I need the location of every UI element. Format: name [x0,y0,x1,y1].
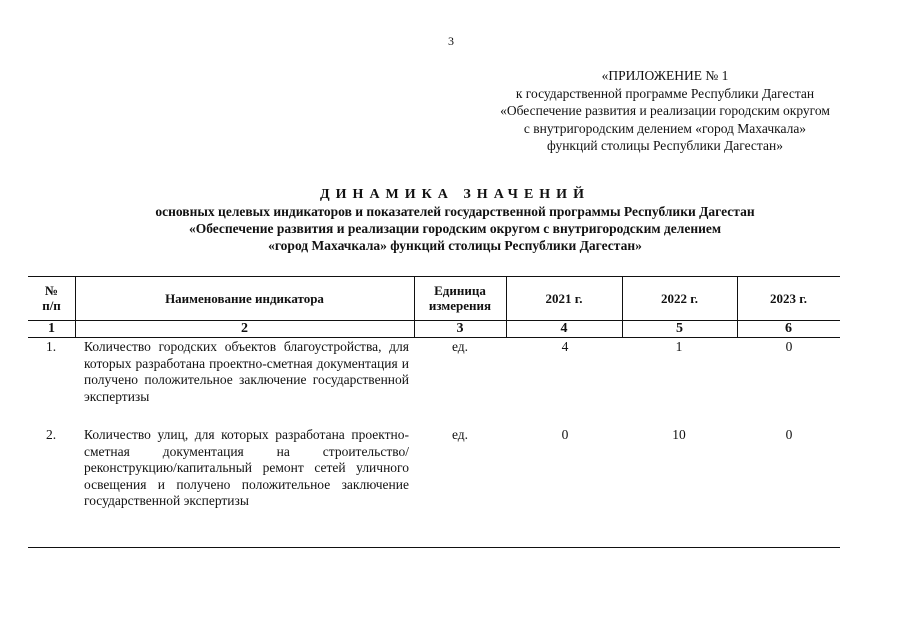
title-line: «город Махачкала» функций столицы Республики Дагестан» [268,238,642,253]
column-number: 2 [241,321,248,336]
header-indicator-name: Наименование индикатора [165,290,324,306]
title-line: основных целевых индикаторов и показателей государственной программы Республики Дагестан [155,204,755,219]
appendix-line: к государственной программе Республики Дагестан [515,85,815,101]
appendix-line: функций столицы Республики Дагестан» [547,138,783,153]
appendix-line: «ПРИЛОЖЕНИЕ № 1 [601,68,729,83]
value-2023: 0 [785,339,793,354]
header-year-2022: 2022 г. [661,290,698,306]
column-number: 1 [48,321,55,336]
unit-value: ед. [451,427,469,442]
document-title [90,186,820,254]
header-unit [414,276,506,320]
column-number: 3 [456,321,464,336]
indicator-name: Количество городских объектов благоустройства, для которых разработана проектно-сметная документация и получено положительное заключение государственной экспертизы [84,339,409,404]
appendix-block [465,67,865,155]
value-2022: 1 [675,339,683,354]
appendix-line: «Обеспечение развития и реализации городским округом [500,103,830,118]
value-2022: 10 [672,427,686,442]
title-main: ДИНАМИКА ЗНАЧЕНИЙ [320,187,590,202]
column-number: 6 [785,321,792,336]
header-number [28,276,75,320]
column-number: 4 [560,321,568,336]
title-line: «Обеспечение развития и реализации городским округом с внутригородским делением [188,221,722,236]
header-number-symbol: № [44,283,59,298]
appendix-line: с внутригородским делением «город Махачкала» [523,120,807,136]
header-year-2023: 2023 г. [770,290,807,306]
column-number: 5 [676,321,683,336]
header-unit-line: Единица [434,283,486,298]
header-unit-line: измерения [428,298,492,313]
page-number: 3 [448,34,454,48]
row-number: 1. [46,339,57,354]
value-2021: 0 [561,427,569,442]
value-2021: 4 [561,339,569,354]
value-2023: 0 [785,427,793,442]
header-year-2021: 2021 г. [545,290,583,306]
indicator-name: Количество улиц, для которых разработана проектно-сметная документация на строительство/реконструкцию/капитальный ремонт сетей уличного освещения и получено положительное заключение государственной экспертизы [84,427,409,508]
table-bottom-border [28,547,840,548]
header-number-abbr: п/п [42,298,61,313]
unit-value: ед. [451,339,469,354]
table-number-row-border [28,337,840,338]
row-number: 2. [46,427,57,442]
